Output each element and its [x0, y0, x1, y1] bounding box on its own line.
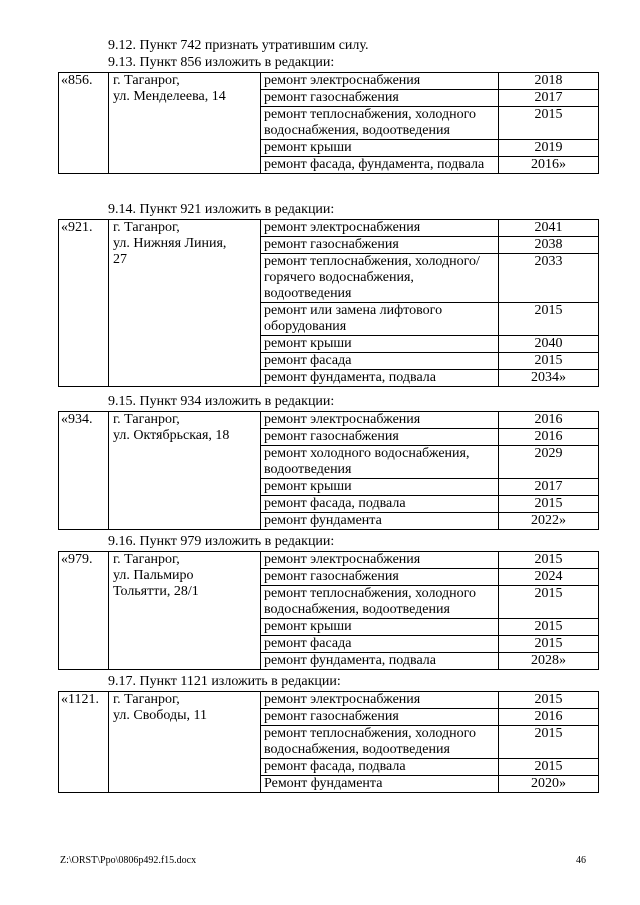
- year-cell: 2016: [499, 709, 599, 726]
- year-cell: 2016»: [499, 157, 599, 174]
- address-line: г. Таганрог,: [113, 692, 180, 707]
- year-cell: 2041: [499, 220, 599, 237]
- year-cell: 2028»: [499, 653, 599, 670]
- table-row: [59, 412, 599, 429]
- work-type-cell: ремонт теплоснабжения, холодного водоснабжения, водоотведения: [261, 107, 499, 140]
- work-type-cell: ремонт фасада, подвала: [261, 496, 499, 513]
- work-type-cell: ремонт теплоснабжения, холодного водоснабжения, водоотведения: [261, 726, 499, 759]
- year-cell: 2024: [499, 569, 599, 586]
- item-number: «934.: [59, 412, 109, 530]
- work-type-cell: ремонт фасада, фундамента, подвала: [261, 157, 499, 174]
- table-row: [59, 73, 599, 90]
- work-type-cell: ремонт газоснабжения: [261, 569, 499, 586]
- address-line: ул. Октябрьская, 18: [113, 428, 230, 443]
- paragraph-9-14: 9.14. Пункт 921 изложить в редакции:: [108, 202, 335, 217]
- year-cell: 2015: [499, 692, 599, 709]
- work-type-cell: ремонт фундамента, подвала: [261, 370, 499, 387]
- address-line: ул. Пальмиро: [113, 568, 194, 583]
- work-type-cell: ремонт фундамента, подвала: [261, 653, 499, 670]
- year-cell: 2015: [499, 107, 599, 140]
- replacement-table: [58, 551, 599, 670]
- year-cell: 2015: [499, 496, 599, 513]
- work-type-cell: ремонт газоснабжения: [261, 429, 499, 446]
- year-cell: 2017: [499, 90, 599, 107]
- address-line: г. Таганрог,: [113, 412, 180, 427]
- year-cell: 2015: [499, 726, 599, 759]
- paragraph-9-16: 9.16. Пункт 979 изложить в редакции:: [108, 534, 335, 549]
- footer-file-path: Z:\ORST\Ppo\0806p492.f15.docx: [60, 855, 197, 866]
- work-type-cell: ремонт электроснабжения: [261, 412, 499, 429]
- year-cell: 2018: [499, 73, 599, 90]
- address-cell: [109, 412, 261, 530]
- paragraph-9-17: 9.17. Пункт 1121 изложить в редакции:: [108, 674, 341, 689]
- address-cell: [109, 692, 261, 793]
- address-line: г. Таганрог,: [113, 73, 180, 88]
- year-cell: 2038: [499, 237, 599, 254]
- item-number: «856.: [59, 73, 109, 174]
- year-cell: 2017: [499, 479, 599, 496]
- address-line: ул. Менделеева, 14: [113, 89, 226, 104]
- work-type-cell: ремонт крыши: [261, 619, 499, 636]
- paragraph-9-13: 9.13. Пункт 856 изложить в редакции:: [108, 55, 335, 70]
- work-type-cell: ремонт газоснабжения: [261, 90, 499, 107]
- year-cell: 2015: [499, 636, 599, 653]
- work-type-cell: ремонт крыши: [261, 140, 499, 157]
- work-type-cell: ремонт газоснабжения: [261, 237, 499, 254]
- year-cell: 2033: [499, 254, 599, 303]
- year-cell: 2015: [499, 353, 599, 370]
- work-type-cell: ремонт фасада: [261, 636, 499, 653]
- footer-page-number: 46: [576, 855, 586, 866]
- work-type-cell: ремонт или замена лифтового оборудования: [261, 303, 499, 336]
- address-line: Тольятти, 28/1: [113, 584, 199, 599]
- year-cell: 2019: [499, 140, 599, 157]
- item-number: «921.: [59, 220, 109, 387]
- table-row: [59, 220, 599, 237]
- year-cell: 2015: [499, 303, 599, 336]
- replacement-table: [58, 691, 599, 793]
- replacement-table: [58, 219, 599, 387]
- year-cell: 2016: [499, 412, 599, 429]
- address-line: ул. Свободы, 11: [113, 708, 207, 723]
- work-type-cell: ремонт фундамента: [261, 513, 499, 530]
- year-cell: 2015: [499, 586, 599, 619]
- paragraph-9-15: 9.15. Пункт 934 изложить в редакции:: [108, 394, 335, 409]
- work-type-cell: ремонт электроснабжения: [261, 692, 499, 709]
- work-type-cell: ремонт теплоснабжения, холодного водоснабжения, водоотведения: [261, 586, 499, 619]
- work-type-cell: ремонт газоснабжения: [261, 709, 499, 726]
- year-cell: 2034»: [499, 370, 599, 387]
- replacement-table: [58, 411, 599, 530]
- table-row: [59, 552, 599, 569]
- work-type-cell: ремонт фасада, подвала: [261, 759, 499, 776]
- year-cell: 2020»: [499, 776, 599, 793]
- work-type-cell: ремонт фасада: [261, 353, 499, 370]
- work-type-cell: Ремонт фундамента: [261, 776, 499, 793]
- item-number: «979.: [59, 552, 109, 670]
- work-type-cell: ремонт электроснабжения: [261, 220, 499, 237]
- address-line: ул. Нижняя Линия,: [113, 236, 227, 251]
- paragraph-9-12: 9.12. Пункт 742 признать утратившим силу.: [108, 38, 369, 53]
- work-type-cell: ремонт крыши: [261, 336, 499, 353]
- year-cell: 2040: [499, 336, 599, 353]
- year-cell: 2022»: [499, 513, 599, 530]
- address-cell: [109, 73, 261, 174]
- item-number: «1121.: [59, 692, 109, 793]
- work-type-cell: ремонт электроснабжения: [261, 73, 499, 90]
- address-cell: [109, 552, 261, 670]
- work-type-cell: ремонт электроснабжения: [261, 552, 499, 569]
- address-cell: [109, 220, 261, 387]
- work-type-cell: ремонт теплоснабжения, холодного/горячего водоснабжения, водоотведения: [261, 254, 499, 303]
- year-cell: 2015: [499, 759, 599, 776]
- address-line: 27: [113, 252, 127, 267]
- replacement-table: [58, 72, 599, 174]
- table-row: [59, 692, 599, 709]
- year-cell: 2016: [499, 429, 599, 446]
- year-cell: 2029: [499, 446, 599, 479]
- year-cell: 2015: [499, 619, 599, 636]
- work-type-cell: ремонт холодного водоснабжения, водоотведения: [261, 446, 499, 479]
- year-cell: 2015: [499, 552, 599, 569]
- address-line: г. Таганрог,: [113, 220, 180, 235]
- work-type-cell: ремонт крыши: [261, 479, 499, 496]
- address-line: г. Таганрог,: [113, 552, 180, 567]
